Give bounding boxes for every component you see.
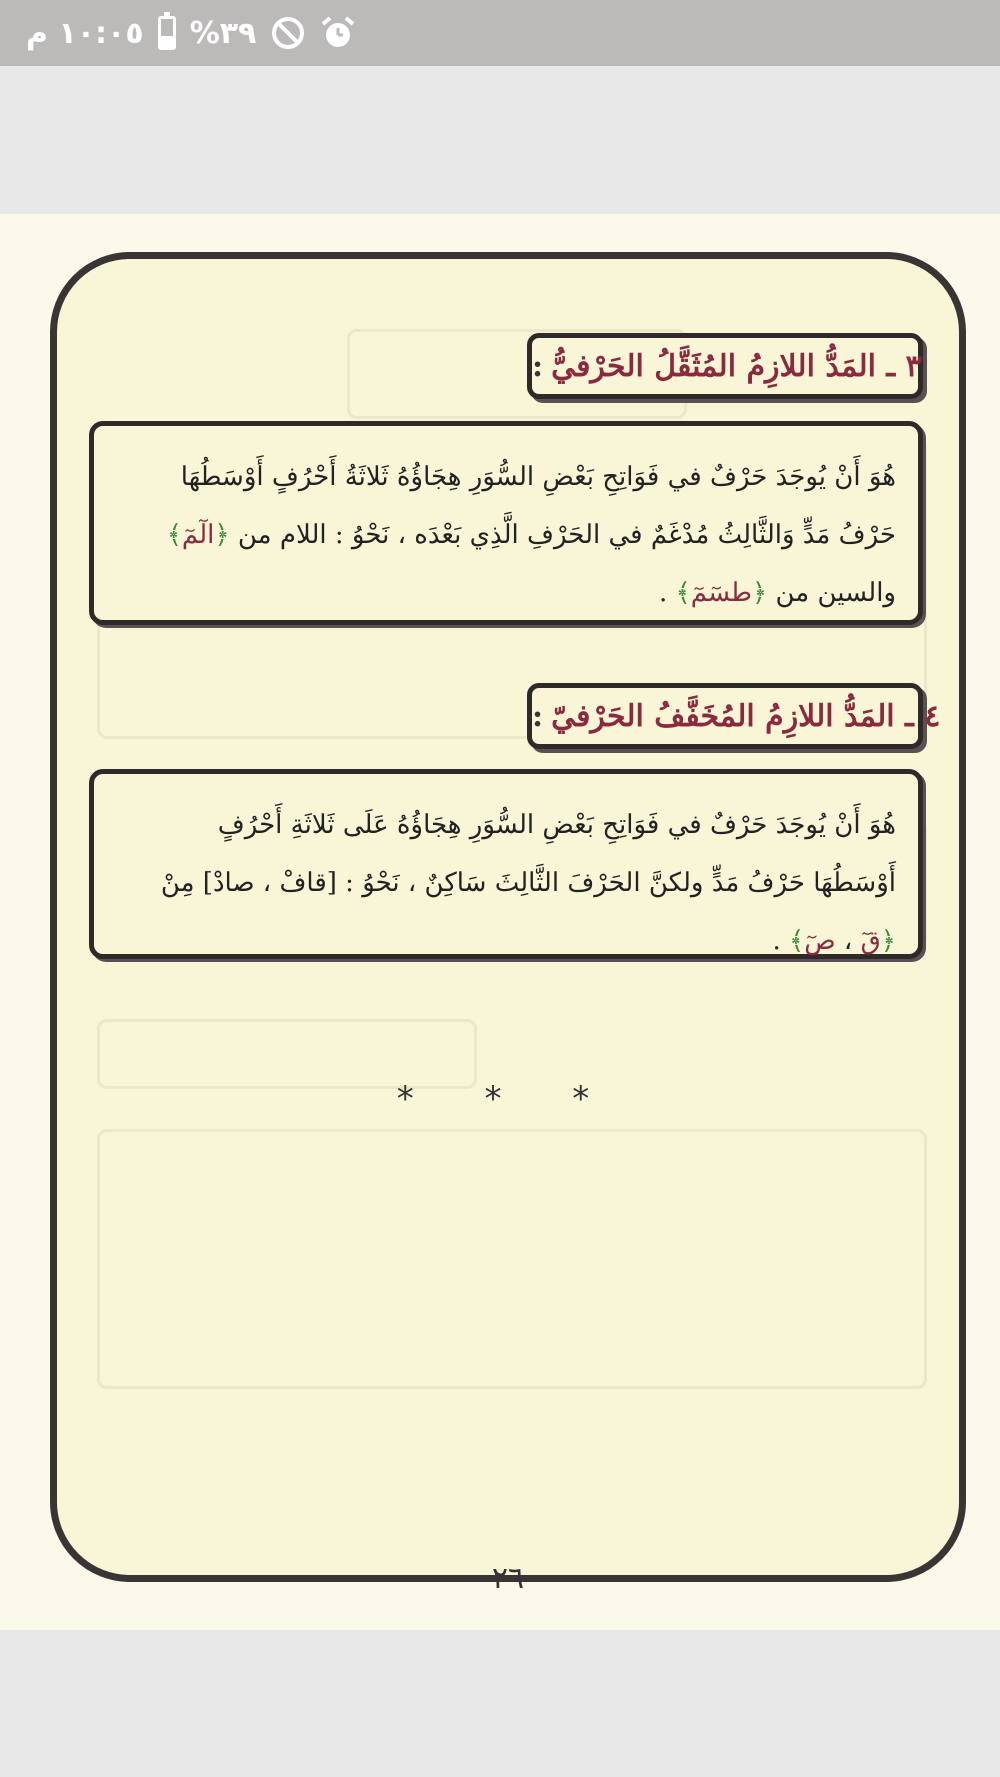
section3-heading-box	[527, 333, 923, 399]
page-card	[50, 252, 966, 1596]
section3-line-2: حَرْفُ مَدٍّ وَالثَّالِثُ مُدْغَمٌ في الحَرْفِ الَّذِي بَعْدَه ، نَحْوُ : اللام من ﴿الٓمٓ﴾	[166, 520, 896, 550]
example-word-qaf: قٓ	[860, 926, 881, 956]
section4-line-2: أَوْسَطُهَا حَرْفُ مَدٍّ ولكنَّ الحَرْفَ الثَّالِثَ سَاكِنٌ ، نَحْوُ : [قافْ ، صادْ] مِنْ	[160, 868, 896, 898]
example-word-sad: صٓ	[804, 926, 836, 956]
section4-line-1: هُوَ أَنْ يُوجَدَ حَرْفٌ في فَوَاتِحِ بَعْضِ السُّوَرِ هِجَاؤُهُ عَلَى ثَلاثَةِ أَحْرُفٍ	[217, 810, 896, 840]
do-not-disturb-icon	[270, 15, 306, 51]
top-background	[0, 66, 1000, 214]
section4-heading: ٤ ـ المَدُّ اللازِمُ المُخَفَّفُ الحَرْفيّ:	[532, 698, 941, 734]
battery-percent: %٣٩	[189, 15, 257, 51]
example-word-alm: الٓمٓ	[181, 520, 215, 550]
alarm-icon	[320, 15, 356, 51]
section4-heading-box	[527, 683, 941, 749]
page-number: ٢٦	[491, 1561, 525, 1596]
clock: ١٠:٠٥ م	[26, 15, 144, 51]
bleed-through-box	[97, 1129, 927, 1389]
section4-line-3: ﴿قٓ ، صٓ﴾ .	[772, 926, 896, 956]
section-divider-stars: * * *	[396, 1079, 620, 1119]
section3-line-1: هُوَ أَنْ يُوجَدَ حَرْفٌ في فَوَاتِحِ بَعْضِ السُّوَرِ هِجَاؤُهُ ثَلاثَةُ أَحْرُفٍ أَوْسَطُهَا	[180, 462, 896, 492]
battery-icon	[158, 16, 176, 50]
section3-definition-box	[89, 421, 923, 625]
section3-line-3: والسين من ﴿طسٓمٓ﴾ .	[659, 578, 896, 608]
example-word-tsm: طسٓمٓ	[690, 578, 752, 608]
section3-heading: ٣ ـ المَدُّ اللازِمُ المُثَقَّلُ الحَرْفيُّ:	[532, 348, 922, 384]
section4-definition-box	[89, 769, 923, 959]
bottom-background	[0, 1630, 1000, 1777]
status-bar	[0, 0, 1000, 66]
page-scan[interactable]	[0, 214, 1000, 1630]
